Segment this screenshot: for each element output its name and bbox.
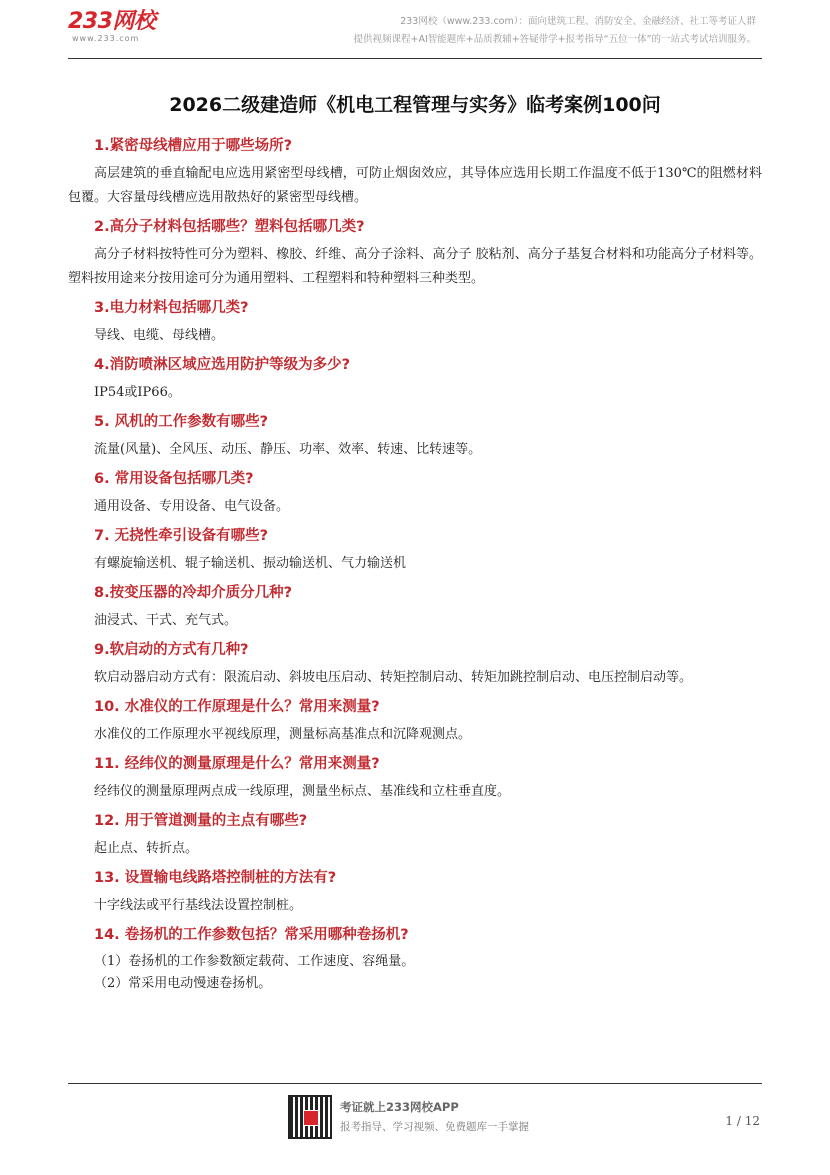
- answer: 经纬仪的测量原理两点成一线原理，测量坐标点、基准线和立柱垂直度。: [94, 784, 511, 799]
- logo[interactable]: [68, 10, 155, 44]
- question: 4.消防喷淋区域应选用防护等级为多少?: [94, 357, 351, 373]
- app-promo-title: 考证就上233网校APP: [340, 1100, 459, 1114]
- question: 10. 水准仪的工作原理是什么？常用来测量?: [94, 699, 380, 715]
- qa-item: [68, 640, 762, 690]
- question: 2.高分子材料包括哪些？塑料包括哪几类?: [94, 219, 365, 235]
- question: 12. 用于管道测量的主点有哪些?: [94, 813, 308, 829]
- answer-line: （2）常采用电动慢速卷扬机。: [94, 976, 272, 991]
- header-divider: [68, 58, 762, 59]
- answer: 高分子材料按特性可分为塑料、橡胶、纤维、高分子涂料、高分子 胶粘剂、高分子基复合材料和功能高分子材料等。塑料按用途来分按用途可分为通用塑料、工程塑料和特种塑料三种类型。: [68, 247, 762, 286]
- qa-item: [68, 868, 762, 918]
- page-number: 1 / 12: [725, 1114, 760, 1128]
- header-tagline: [354, 13, 757, 49]
- tagline-line-2: 提供视频课程+AI智能题库+品质教辅+答疑带学+报考指导“五位一体”的一站式考试培训服务。: [353, 34, 756, 45]
- answer: 导线、电缆、母线槽。: [94, 328, 225, 343]
- question: 7. 无挠性牵引设备有哪些?: [94, 528, 269, 544]
- question: 9.软启动的方式有几种?: [94, 642, 249, 658]
- answer: IP54或IP66。: [94, 385, 181, 400]
- tagline-line-1: 233网校（www.233.com）：面向建筑工程、消防安全、金融经济、社工等考证人群: [400, 16, 756, 27]
- answer: 高层建筑的垂直输配电应选用紧密型母线槽，可防止烟囱效应，其导体应选用长期工作温度不低于130℃的阻燃材料包覆。大容量母线槽应选用散热好的紧密型母线槽。: [68, 166, 762, 205]
- qa-item: [68, 583, 762, 633]
- question: 5. 风机的工作参数有哪些?: [94, 414, 269, 430]
- answer: 流量(风量)、全风压、动压、静压、功率、效率、转速、比转速等。: [94, 442, 482, 457]
- answer: 起止点、转折点。: [94, 841, 199, 856]
- question: 1.紧密母线槽应用于哪些场所?: [94, 138, 293, 154]
- answer: 通用设备、专用设备、电气设备。: [94, 499, 290, 514]
- answer-list: [68, 951, 762, 995]
- qr-code-icon[interactable]: [288, 1095, 332, 1139]
- qa-item: [68, 298, 762, 348]
- question: 11. 经纬仪的测量原理是什么？常用来测量?: [94, 756, 380, 772]
- question: 8.按变压器的冷却介质分几种?: [94, 585, 293, 601]
- answer: 油浸式、干式、充气式。: [94, 613, 238, 628]
- qa-content: [68, 136, 762, 1002]
- question: 14. 卷扬机的工作参数包括？常采用哪种卷扬机?: [94, 927, 409, 943]
- question: 13. 设置输电线路塔控制桩的方法有?: [94, 870, 337, 886]
- qa-item: [68, 697, 762, 747]
- question: 3.电力材料包括哪几类?: [94, 300, 249, 316]
- answer: 软启动器启动方式有：限流启动、斜坡电压启动、转矩控制启动、转矩加跳控制启动、电压控制启动等。: [94, 670, 693, 685]
- page-header: [0, 0, 830, 58]
- qa-item: [68, 217, 762, 291]
- document-title: 2026二级建造师《机电工程管理与实务》临考案例100问: [169, 94, 661, 116]
- qa-item: [68, 469, 762, 519]
- footer-divider: [68, 1083, 762, 1084]
- qa-item: [68, 136, 762, 210]
- question: 6. 常用设备包括哪几类?: [94, 471, 254, 487]
- logo-url: www.233.com: [72, 34, 140, 43]
- answer-line: （1）卷扬机的工作参数额定载荷、工作速度、容绳量。: [94, 954, 415, 969]
- qa-item: [68, 412, 762, 462]
- logo-text: 233网校: [68, 9, 156, 34]
- qa-item: [68, 355, 762, 405]
- qr-logo-icon: [303, 1110, 319, 1126]
- qa-item: [68, 526, 762, 576]
- qa-item: [68, 754, 762, 804]
- app-promo-subtitle: 报考指导、学习视频、免费题库一手掌握: [340, 1121, 529, 1133]
- answer: 有螺旋输送机、辊子输送机、振动输送机、气力输送机: [94, 556, 407, 571]
- qa-item: [68, 811, 762, 861]
- answer: 水准仪的工作原理水平视线原理，测量标高基准点和沉降观测点。: [94, 727, 472, 742]
- answer: 十字线法或平行基线法设置控制桩。: [94, 898, 303, 913]
- qa-item: [68, 925, 762, 995]
